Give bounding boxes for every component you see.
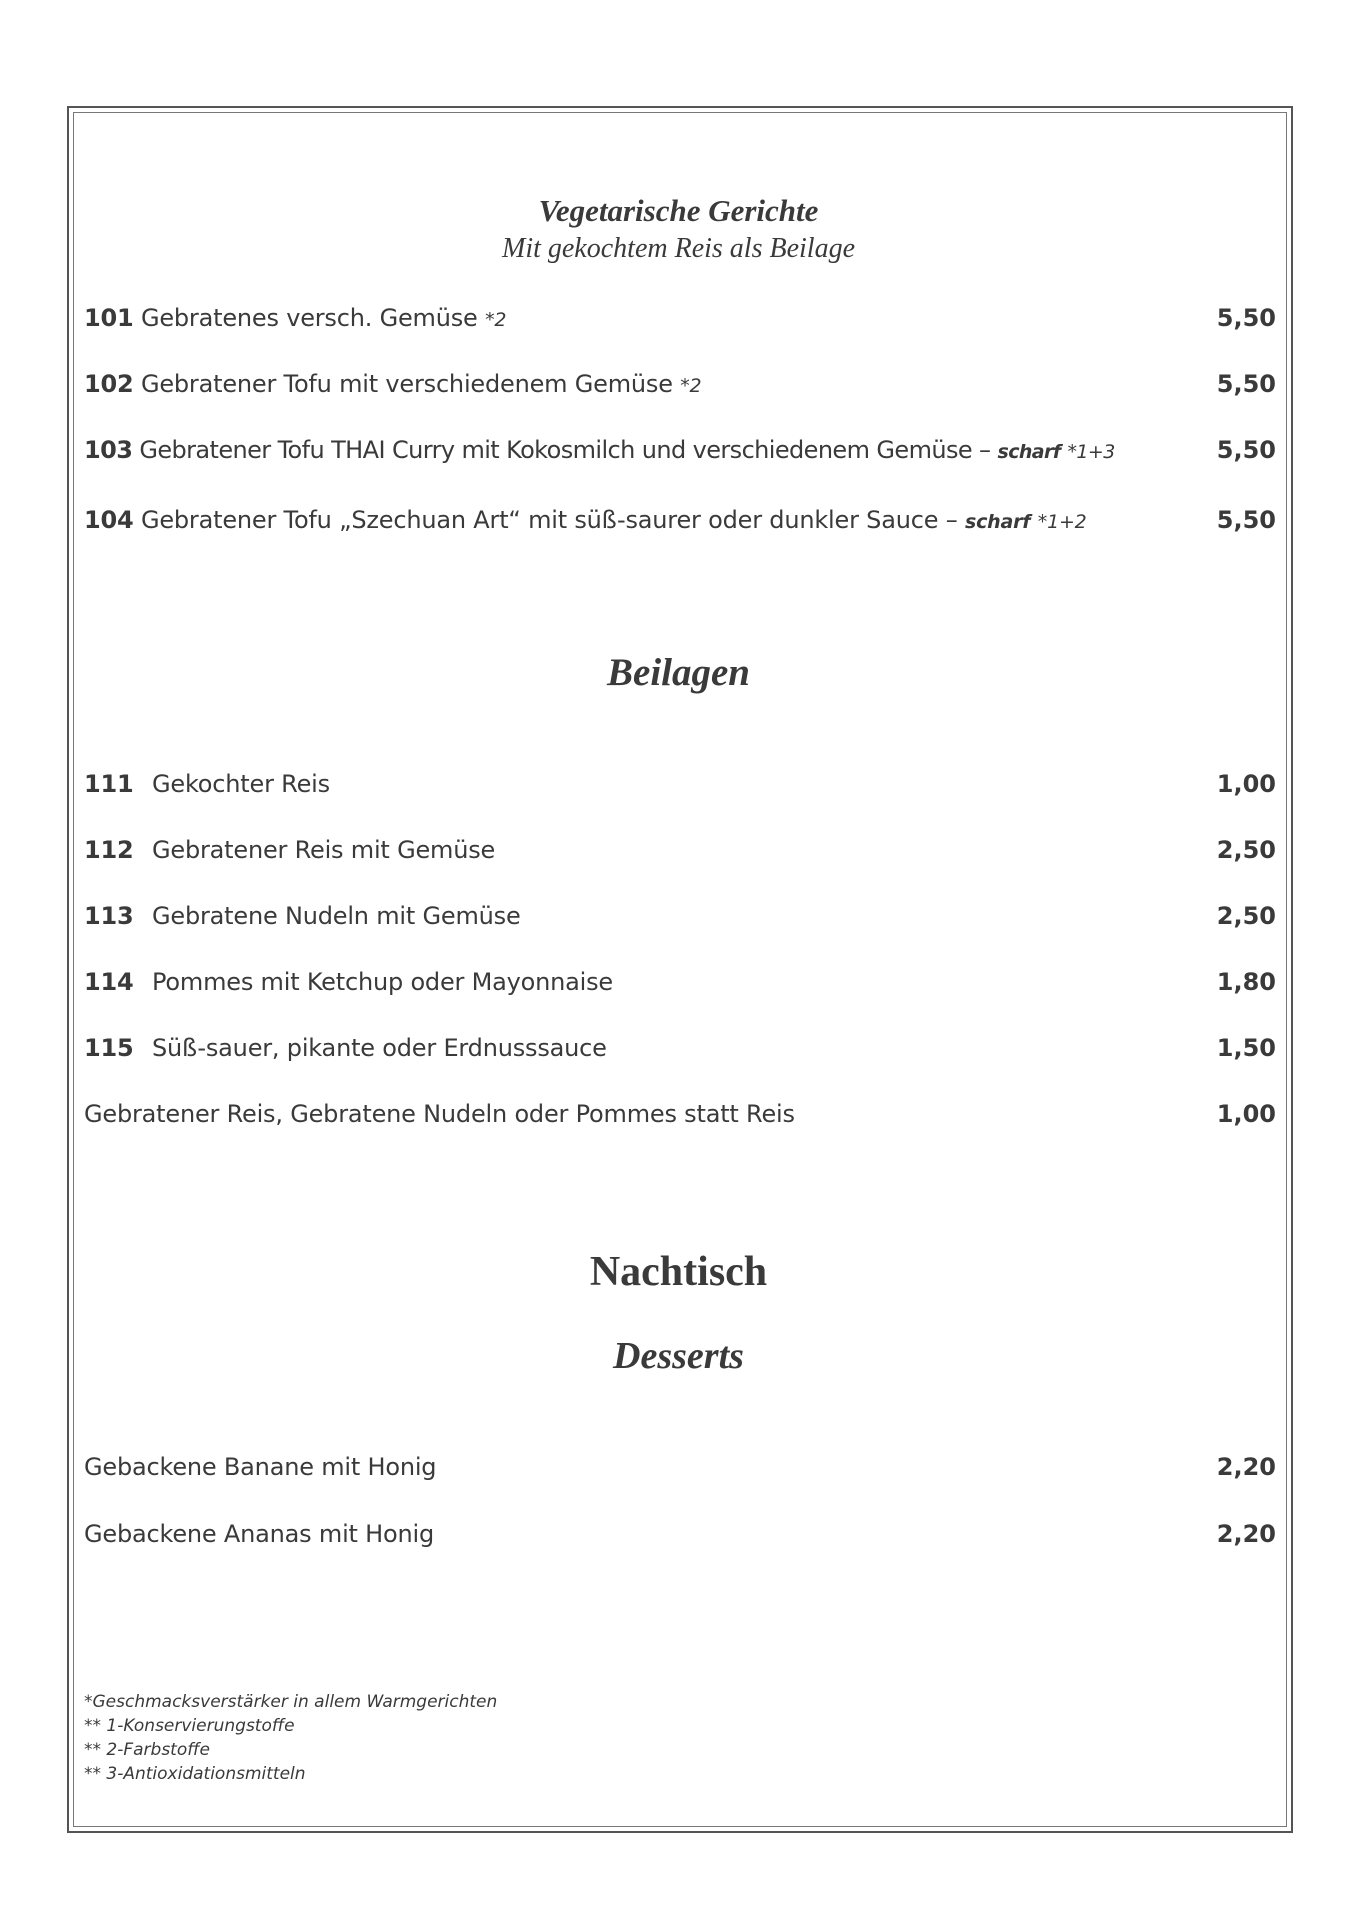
side-item-115 (84, 1034, 1276, 1070)
footnote: *Geschmacksverstärker in allem Warmgerichten (84, 1692, 498, 1712)
item-price: 1,00 (1216, 770, 1276, 798)
item-name: Gebackene Banane mit Honig (84, 1453, 437, 1481)
item-price: 1,50 (1216, 1034, 1276, 1062)
spicy-label: scharf (997, 441, 1061, 463)
item-number: 112 (84, 836, 134, 864)
side-item-substitute (84, 1100, 1276, 1136)
item-price: 2,50 (1216, 836, 1276, 864)
footnotes (84, 1690, 497, 1786)
item-price: 5,50 (1216, 506, 1276, 534)
spicy-label: scharf (964, 511, 1031, 533)
dessert-subheading: Desserts (613, 1335, 744, 1377)
item-number: 115 (84, 1034, 134, 1062)
item-name: Gebratener Reis mit Gemüse (152, 836, 496, 864)
item-number: 103 (84, 436, 133, 464)
side-item-114 (84, 968, 1276, 1004)
footnote: ** 2-Farbstoffe (84, 1740, 210, 1760)
vegetarian-subheading: Mit gekochtem Reis als Beilage (502, 233, 855, 264)
item-price: 2,20 (1216, 1453, 1276, 1481)
item-name: Gekochter Reis (152, 770, 330, 798)
sides-heading: Beilagen (607, 651, 750, 694)
item-note: *1+3 (1067, 441, 1115, 463)
item-name: Pommes mit Ketchup oder Mayonnaise (152, 968, 613, 996)
footnote: ** 1-Konservierungstoffe (84, 1716, 295, 1736)
item-price: 5,50 (1216, 436, 1276, 464)
item-name: Gebratener Reis, Gebratene Nudeln oder Pommes statt Reis (84, 1100, 795, 1128)
item-name: Gebratene Nudeln mit Gemüse (152, 902, 521, 930)
menu-item-101 (84, 304, 1276, 340)
menu-item-102 (84, 370, 1276, 406)
item-name: Gebratener Tofu mit verschiedenem Gemüse (140, 370, 673, 398)
item-price: 5,50 (1216, 370, 1276, 398)
item-price: 1,80 (1216, 968, 1276, 996)
side-item-112 (84, 836, 1276, 872)
item-name: Gebratener Tofu „Szechuan Art“ mit süß-saurer oder dunkler Sauce – (140, 506, 958, 534)
vegetarian-heading: Vegetarische Gerichte (538, 193, 819, 228)
item-number: 102 (84, 370, 134, 398)
item-number: 101 (84, 304, 134, 332)
item-price: 2,20 (1216, 1520, 1276, 1548)
side-item-111 (84, 770, 1276, 806)
item-note: *2 (485, 309, 507, 331)
item-name: Gebratener Tofu THAI Curry mit Kokosmilch und verschiedenem Gemüse – (139, 436, 991, 464)
dessert-heading: Nachtisch (589, 1249, 768, 1295)
item-price: 2,50 (1216, 902, 1276, 930)
item-note: *1+2 (1037, 511, 1087, 533)
item-price: 1,00 (1216, 1100, 1276, 1128)
menu-item-104 (84, 506, 1276, 542)
item-number: 114 (84, 968, 134, 996)
item-name: Gebackene Ananas mit Honig (84, 1520, 435, 1548)
dessert-item (84, 1453, 1276, 1489)
item-name: Süß-sauer, pikante oder Erdnusssauce (152, 1034, 607, 1062)
item-note: *2 (680, 375, 702, 397)
menu-item-103 (84, 436, 1276, 472)
item-number: 104 (84, 506, 134, 534)
side-item-113 (84, 902, 1276, 938)
dessert-item (84, 1520, 1276, 1556)
footnote: ** 3-Antioxidationsmitteln (84, 1764, 306, 1784)
item-number: 113 (84, 902, 134, 930)
item-number: 111 (84, 770, 134, 798)
item-name: Gebratenes versch. Gemüse (140, 304, 478, 332)
item-price: 5,50 (1216, 304, 1276, 332)
